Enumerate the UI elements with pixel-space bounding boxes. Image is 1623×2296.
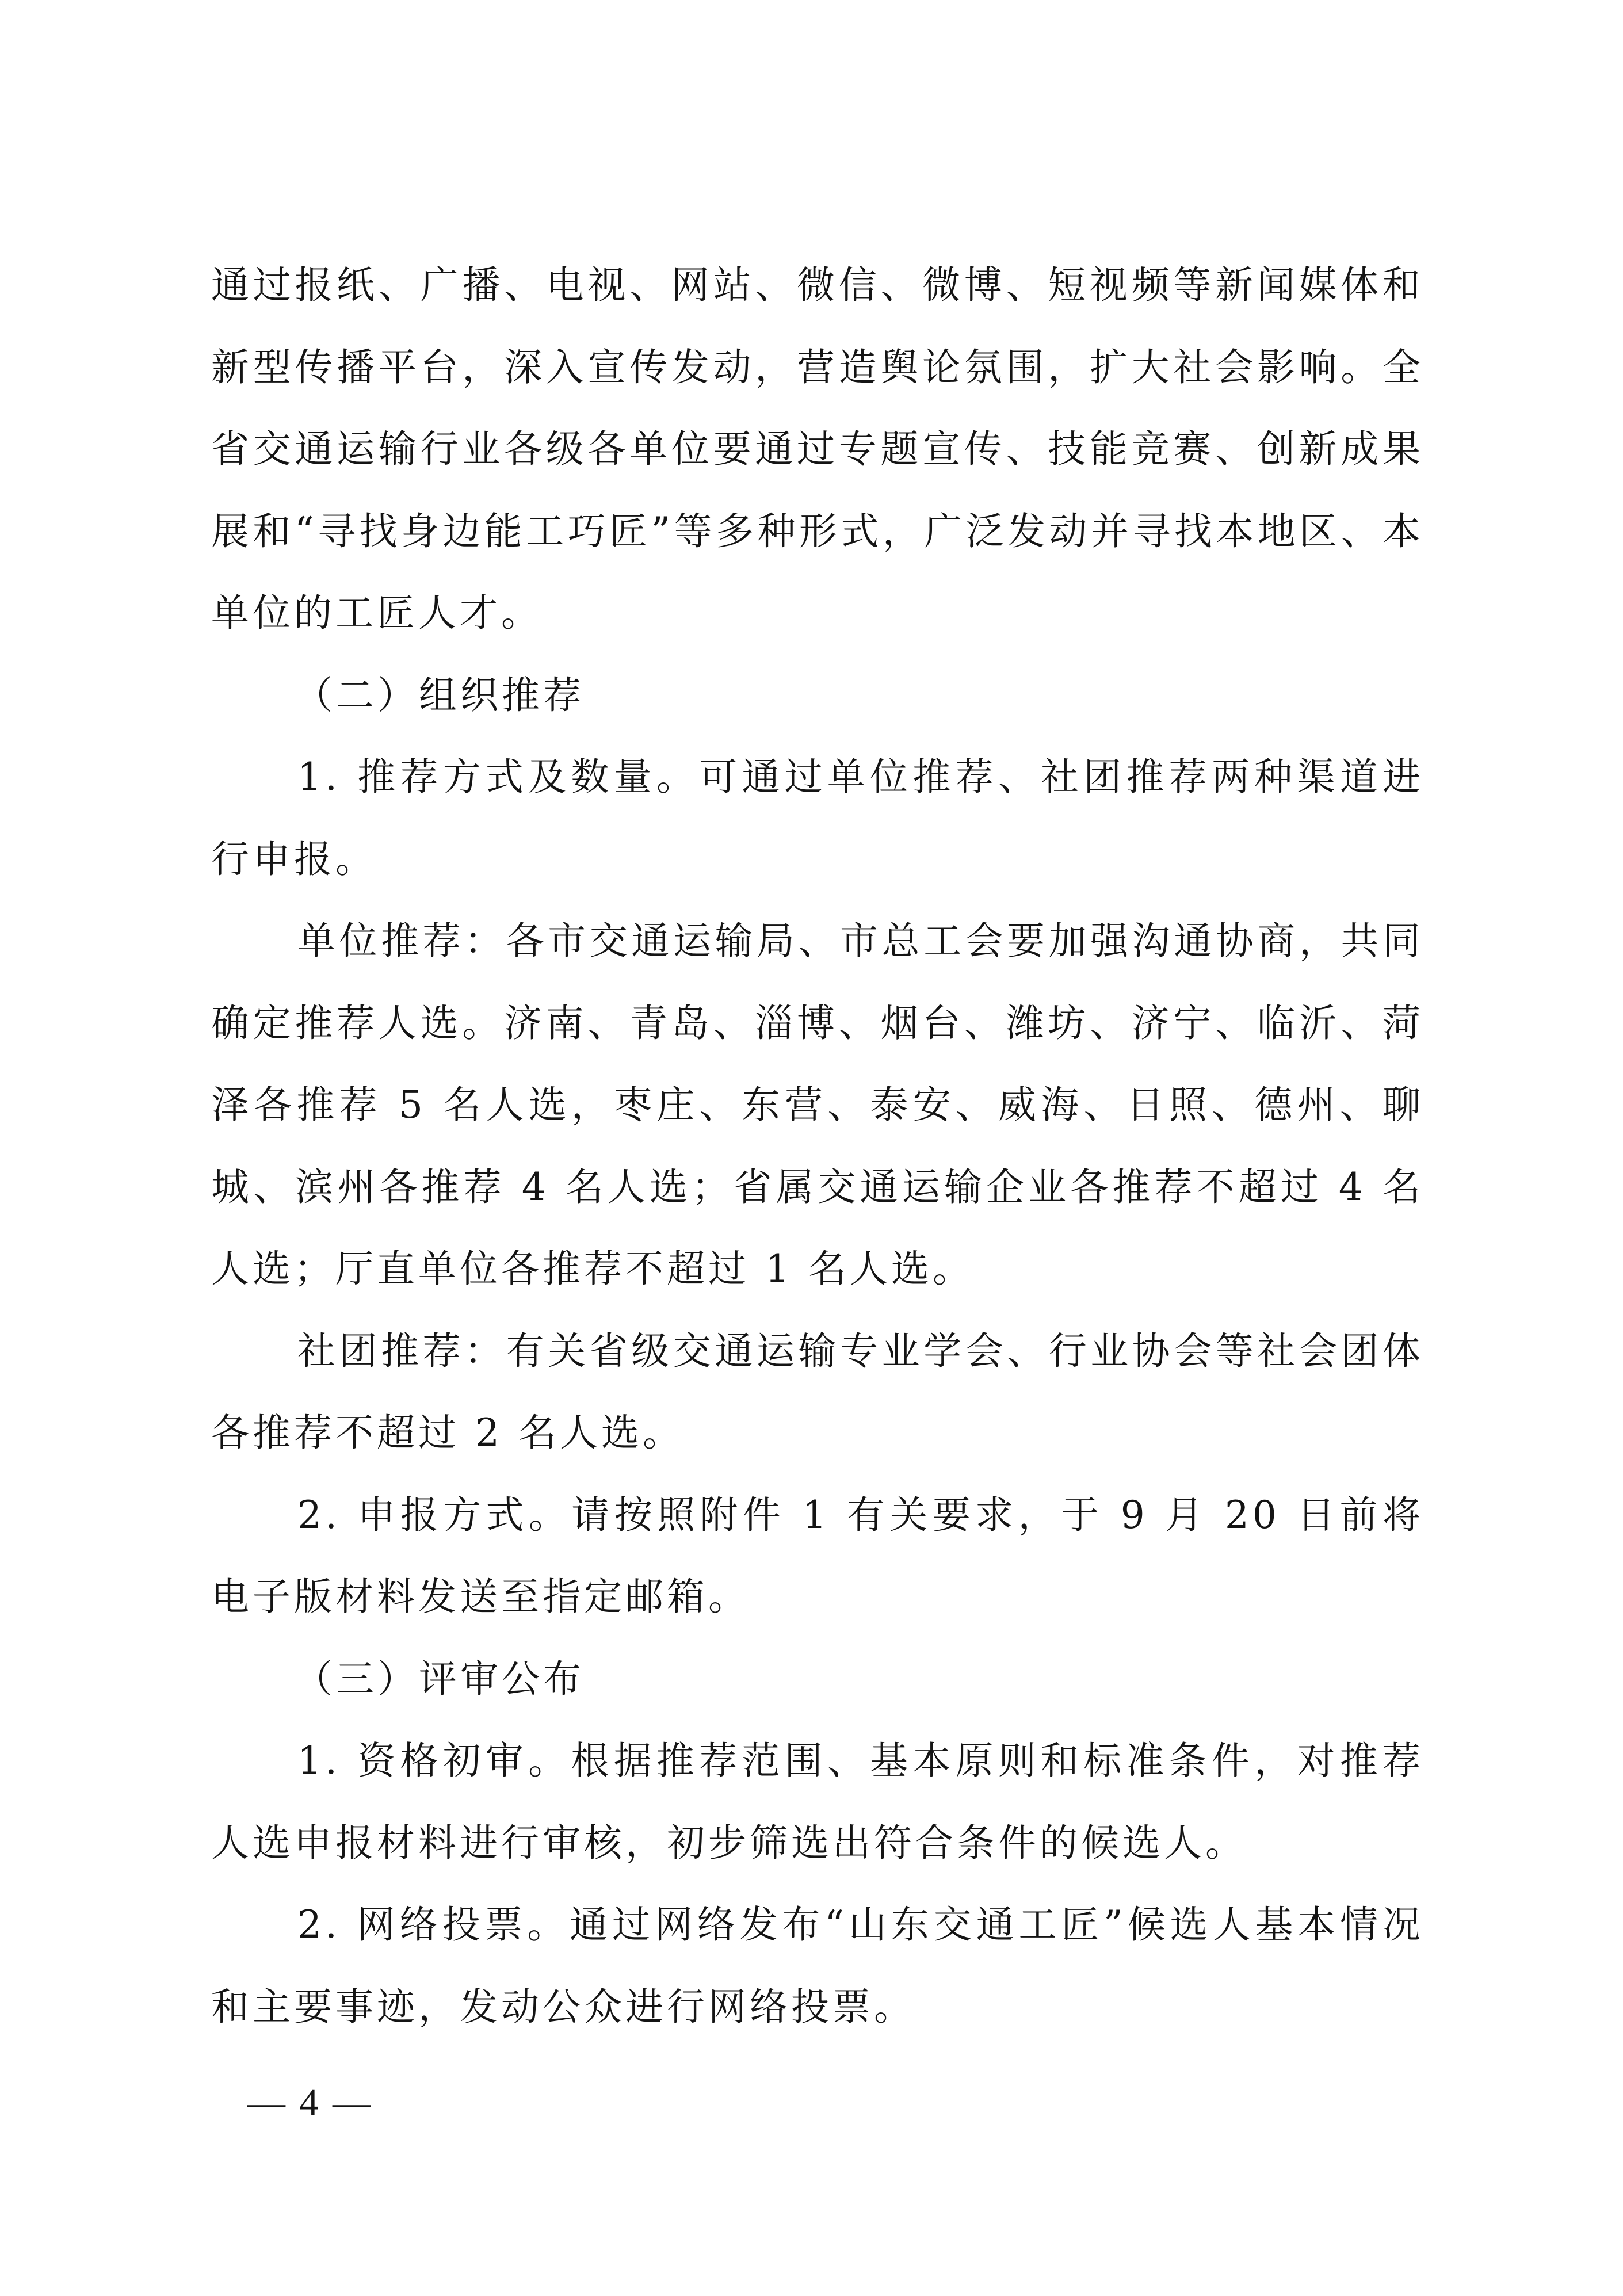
section-heading-organize-recommend: （二）组织推荐 — [295, 673, 585, 717]
section-heading-review-publish: （三）评审公布 — [295, 1656, 585, 1701]
paragraph-online-voting: 2. 网络投票。通过网络发布“山东交通工匠”候选人基本情况和主要事迹，发动公众进行网络投票。 — [211, 1902, 1424, 2029]
paragraph-association-recommend: 社团推荐：有关省级交通运输专业学会、行业协会等社会团体各推荐不超过 2 名人选。 — [211, 1328, 1424, 1455]
paragraph-publicity-continued: 通过报纸、广播、电视、网站、微信、微博、短视频等新闻媒体和新型传播平台，深入宣传发动，营造舆论氛围，扩大社会影响。全省交通运输行业各级各单位要通过专题宣传、技能竞赛、创新成果展和“寻找身边能工巧匠”等多种形式，广泛发动并寻找本地区、本单位的工匠人才。 — [211, 263, 1424, 635]
document-body — [211, 245, 1424, 2048]
paragraph-recommend-method: 1. 推荐方式及数量。可通过单位推荐、社团推荐两种渠道进行申报。 — [211, 755, 1424, 881]
paragraph-unit-recommend: 单位推荐：各市交通运输局、市总工会要加强沟通协商，共同确定推荐人选。济南、青岛、淄博、烟台、潍坊、济宁、临沂、菏泽各推荐 5 名人选，枣庄、东营、泰安、威海、日照、德州、聊城、滨州各推荐 4 名人选；省属交通运输企业各推荐不超过 4 名人选；厅直单位各推荐不超过 1 名人选。 — [211, 919, 1424, 1291]
paragraph-application-method: 2. 申报方式。请按照附件 1 有关要求，于 9 月 20 日前将电子版材料发送至指定邮箱。 — [211, 1492, 1424, 1619]
paragraph-qualification-review: 1. 资格初审。根据推荐范围、基本原则和标准条件，对推荐人选申报材料进行审核，初步筛选出符合条件的候选人。 — [211, 1739, 1424, 1865]
page-number: — 4 — — [247, 2081, 373, 2123]
